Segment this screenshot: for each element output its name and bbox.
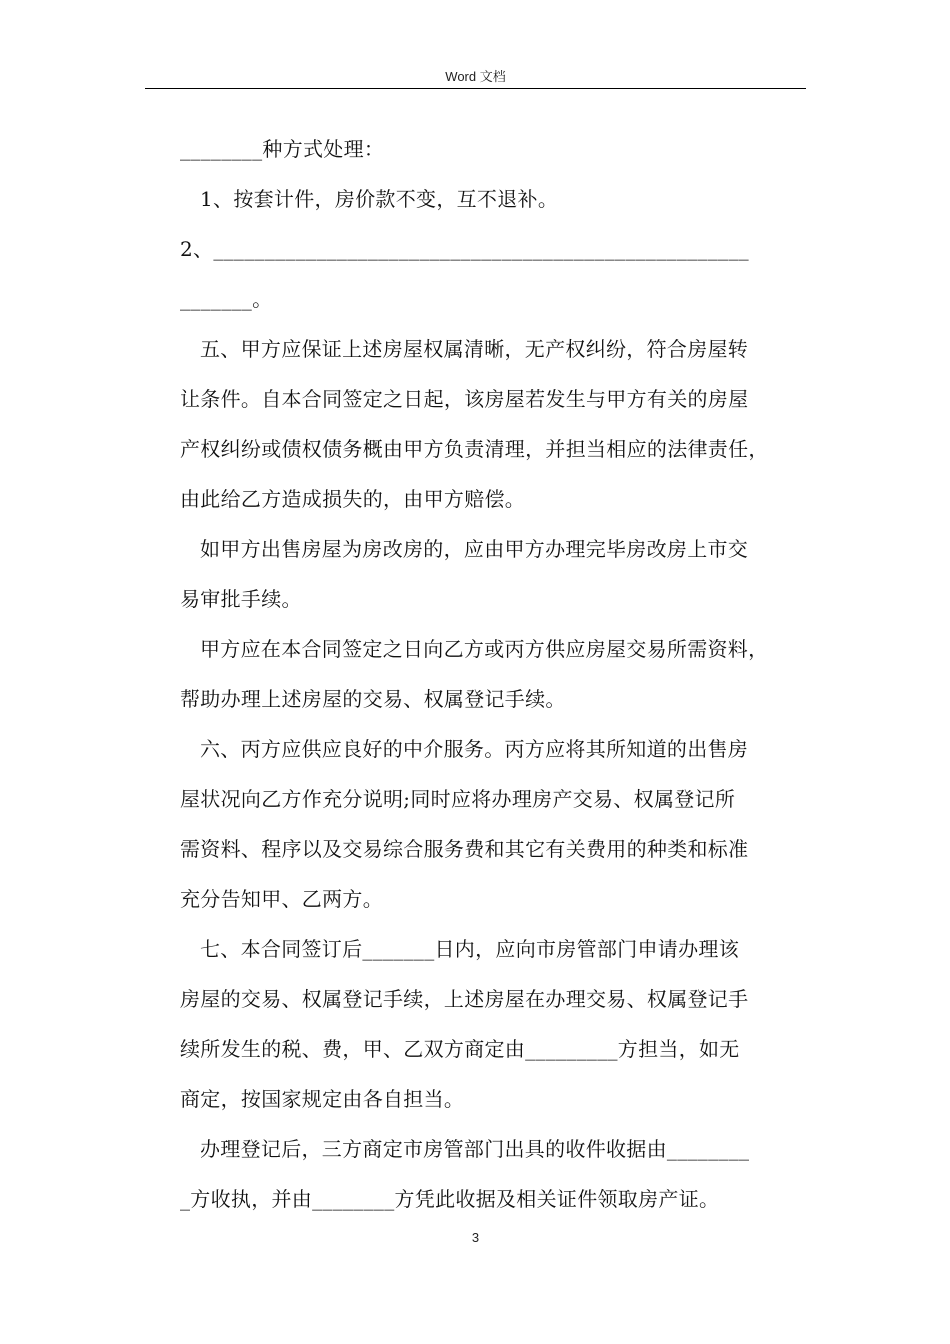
- text-line-21: 办理登记后，三方商定市房管部门出具的收件收据由________: [200, 1137, 750, 1161]
- text-line-20: 商定，按国家规定由各自担当。: [180, 1087, 465, 1111]
- text-line-9: 如甲方出售房屋为房改房的，应由甲方办理完毕房改房上市交: [200, 537, 749, 561]
- header-divider: [145, 88, 806, 89]
- text-line-14: 屋状况向乙方作充分说明;同时应将办理房产交易、权属登记所: [180, 787, 736, 811]
- text-line-19: 续所发生的税、费，甲、乙双方商定由_________方担当，如无: [180, 1037, 740, 1061]
- text-line-5: 五、甲方应保证上述房屋权属清晰，无产权纠纷，符合房屋转: [200, 337, 749, 361]
- text-line-2: 1、按套计件，房价款不变，互不退补。: [200, 187, 559, 211]
- text-line-22: _方收执，并由________方凭此收据及相关证件领取房产证。: [180, 1187, 720, 1211]
- text-line-13: 六、丙方应供应良好的中介服务。丙方应将其所知道的出售房: [200, 737, 749, 761]
- text-line-1: ________种方式处理：: [180, 137, 385, 161]
- page-header-title: Word 文档: [445, 69, 506, 84]
- text-line-17: 七、本合同签订后_______日内，应向市房管部门申请办理该: [200, 937, 739, 961]
- text-line-6: 让条件。自本合同签定之日起，该房屋若发生与甲方有关的房屋: [180, 387, 749, 411]
- text-line-4: _______。: [180, 287, 273, 311]
- text-line-11: 甲方应在本合同签定之日向乙方或丙方供应房屋交易所需资料，: [200, 637, 769, 661]
- text-line-18: 房屋的交易、权属登记手续，上述房屋在办理交易、权属登记手: [180, 987, 749, 1011]
- document-body: [180, 124, 806, 1224]
- text-line-15: 需资料、程序以及交易综合服务费和其它有关费用的种类和标准: [180, 837, 749, 861]
- text-line-8: 由此给乙方造成损失的，由甲方赔偿。: [180, 487, 526, 511]
- text-line-3: 2、____________________________________________________: [180, 237, 749, 261]
- text-line-10: 易审批手续。: [180, 587, 302, 611]
- text-line-12: 帮助办理上述房屋的交易、权属登记手续。: [180, 687, 566, 711]
- text-line-7: 产权纠纷或债权债务概由甲方负责清理，并担当相应的法律责任，: [180, 437, 769, 461]
- text-line-16: 充分告知甲、乙两方。: [180, 887, 383, 911]
- page-number: 3: [471, 1230, 480, 1245]
